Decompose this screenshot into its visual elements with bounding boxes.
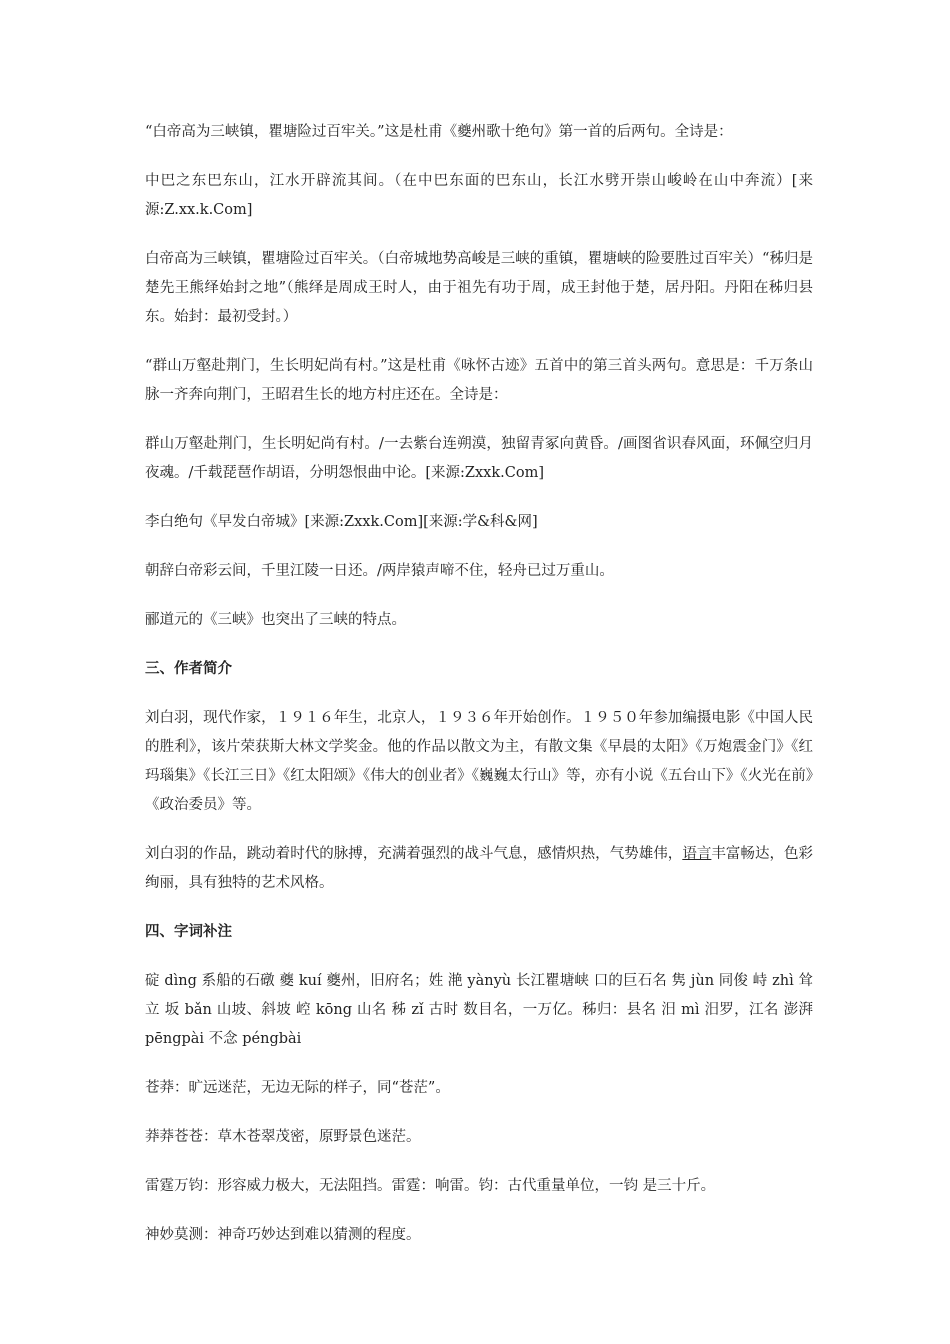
paragraph-vocab-pinyin: 碇 dìng 系船的石礅 夔 kuí 夔州，旧府名；姓 滟 yànyù 长江瞿塘峡 口的巨石名 隽 jùn 同俊 峙 zhì 耸立 坂 bǎn 山坡、斜坡 崆 kōng 山名 秭 zǐ 古时 数目名，一万亿。秭归：县名 汨 mì 汨罗，江名 澎湃 pēngpài 不念 péngbài: [145, 973, 813, 1047]
paragraph-vocab-cangmang: 苍莽：旷远迷茫，无边无际的样子，同“苍茫”。: [145, 1080, 450, 1096]
paragraph-libai-title: 李白绝句《早发白帝城》[来源:Zxxk.Com][来源:学&科&网]: [145, 514, 538, 530]
paragraph-vocab-leiting: 雷霆万钧：形容威力极大，无法阻挡。雷霆：响雷。钧：古代重量单位，一钧 是三十斤。: [145, 1178, 716, 1194]
author-style-text-2: 丰富畅达，色彩绚丽，具有独特的艺术风格。: [145, 846, 814, 891]
author-style-text-1: 刘白羽的作品，跳动着时代的脉搏，充满着强烈的战斗气息，感情炽热，气势雄伟，: [145, 846, 683, 862]
section-heading-vocab: 四、字词补注: [145, 924, 232, 940]
paragraph-baidi-intro: “白帝高为三峡镇，瞿塘险过百牢关。”这是杜甫《夔州歌十绝句》第一首的后两句。全诗是：: [145, 124, 733, 140]
paragraph-poem-line-1: 中巴之东巴东山，江水开辟流其间。（在中巴东面的巴东山，长江水劈开崇山峻岭在山中奔流）[来源:Z.xx.k.Com]: [145, 173, 813, 218]
paragraph-qunshan-poem: 群山万壑赴荆门，生长明妃尚有村。/一去紫台连朔漠，独留青冢向黄昏。/画图省识春风面，环佩空归月夜魂。/千载琵琶作胡语，分明怨恨曲中论。[来源:Zxxk.Com]: [145, 436, 813, 481]
paragraph-vocab-shenmiao: 神妙莫测：神奇巧妙达到难以猜测的程度。: [145, 1227, 421, 1243]
paragraph-author-style: [145, 840, 813, 898]
paragraph-author-bio: 刘白羽，现代作家，１９１６年生，北京人，１９３６年开始创作。１９５０年参加编摄电影《中国人民的胜利》，该片荣获斯大林文学奖金。他的作品以散文为主，有散文集《早晨的太阳》《万炮震金门》《红玛瑙集》《长江三日》《红太阳颂》《伟大的创业者》《巍巍太行山》等，亦有小说《五台山下》《火光在前》《政治委员》等。: [145, 710, 813, 813]
language-link[interactable]: 语言: [682, 846, 712, 862]
paragraph-libai-poem: 朝辞白帝彩云间，千里江陵一日还。/两岸猿声啼不住，轻舟已过万重山。: [145, 563, 614, 579]
paragraph-poem-line-2: 白帝高为三峡镇，瞿塘险过百牢关。（白帝城地势高峻是三峡的重镇，瞿塘峡的险要胜过百牢关）“秭归是楚先王熊绎始封之地”（熊绎是周成王时人，由于祖先有功于周，成王封他于楚，居丹阳。丹阳在秭归县东。始封：最初受封。）: [145, 251, 813, 325]
paragraph-qunshan-intro: “群山万壑赴荆门，生长明妃尚有村。”这是杜甫《咏怀古迹》五首中的第三首头两句。意思是：千万条山脉一齐奔向荆门，王昭君生长的地方村庄还在。全诗是：: [145, 358, 813, 403]
document-body: [145, 118, 813, 1270]
paragraph-sanxia-note: 郦道元的《三峡》也突出了三峡的特点。: [145, 612, 406, 628]
section-heading-author: 三、作者简介: [145, 661, 232, 677]
paragraph-vocab-mangmang: 莽莽苍苍：草木苍翠茂密，原野景色迷茫。: [145, 1129, 421, 1145]
